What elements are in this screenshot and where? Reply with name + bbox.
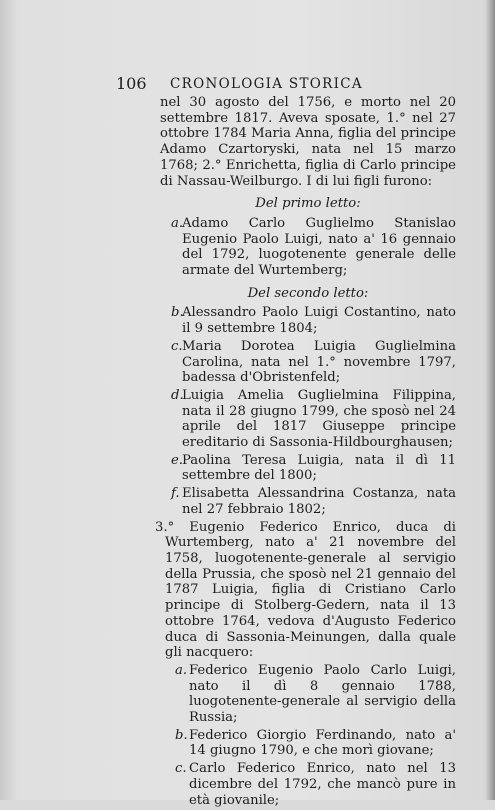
entry-text: Paolina Teresa Luigia, nata il dì 11 settembre del 1800; [182, 452, 456, 484]
entry-letter: b. [171, 305, 184, 321]
entry-text: Adamo Carlo Guglielmo Stanislao Eugenio Paolo Luigi, nato a' 16 gennaio del 1792, luogotenente generale delle armate del Wurtemberg; [182, 215, 456, 279]
page-body [155, 95, 456, 810]
child-entry [160, 453, 456, 484]
entry-letter: b. [175, 727, 188, 743]
child-entry [160, 388, 456, 451]
child-entry [160, 216, 456, 279]
entry-text: Federico Giorgio Ferdinando, nato a' 14 giugno 1790, e che morì giovane; [189, 727, 456, 759]
page-number: 106 [116, 74, 147, 93]
entry-letter: e. [171, 452, 183, 468]
running-title: CRONOLOGIA STORICA [170, 76, 363, 92]
page-edge-shadow [485, 0, 495, 800]
entry-text: Maria Dorotea Luigia Guglielmina Carolina, nata nel 1.° novembre 1797, badessa d'Obristenfeld; [182, 338, 456, 386]
third-person-children [167, 663, 456, 808]
entry-letter: c. [175, 761, 187, 777]
child-entry [160, 339, 456, 386]
first-marriage-heading: Del primo letto: [255, 196, 361, 212]
entry-letter: d. [171, 387, 184, 403]
entry-text: Luigia Amelia Guglielmina Filippina, nata il 28 giugno 1799, che sposò nel 24 aprile del 1817 Giuseppe principe ereditario di Sassonia-Hildbourghausen; [182, 387, 456, 451]
child-entry [167, 761, 456, 808]
page-header [0, 74, 495, 94]
entry-letter: f. [171, 486, 180, 502]
entry-letter: c. [171, 338, 183, 354]
entry-letter: a. [175, 662, 188, 678]
entry-text: Alessandro Paolo Luigi Costantino, nato il 9 settembre 1804; [182, 305, 456, 337]
entry-text: Federico Eugenio Paolo Carlo Luigi, nato il dì 8 gennaio 1788, luogotenente-generale al servigio della Russia; [189, 662, 456, 726]
entry-text: Carlo Federico Enrico, nato nel 13 dicembre del 1792, che mancò pure in età giovanile; [189, 761, 456, 808]
intro-paragraph: nel 30 agosto del 1756, e morto nel 20 settembre 1817. Aveva sposate, 1.° nel 27 ottobre 1784 Maria Anna, figlia del principe Adamo Czartoryski, nata nel 15 marzo 1768; 2.° Enrichetta, figlia di Carlo principe di Nassau-Weilburgo. I di lui figli furono: [160, 95, 456, 189]
child-entry [167, 728, 456, 759]
third-person-paragraph: 3.° Eugenio Federico Enrico, duca di Wurtemberg, nato a' 21 novembre del 1758, luogotenente-generale al servigio della Prussia, che sposò nel 21 gennaio del 1787 Luigia, figlia di Cristiano Carlo principe di Stolberg-Gedern, nata il 13 ottobre 1764, vedova d'Augusto Federico duca di Sassonia-Meinungen, dalla quale gli nacquero: [155, 519, 456, 661]
second-marriage-heading: Del secondo letto: [247, 285, 369, 301]
entry-letter: a. [171, 215, 184, 231]
child-entry [167, 663, 456, 726]
child-entry [160, 305, 456, 336]
entry-text: Elisabetta Alessandrina Costanza, nata nel 27 febbraio 1802; [182, 486, 456, 517]
child-entry [160, 486, 456, 517]
